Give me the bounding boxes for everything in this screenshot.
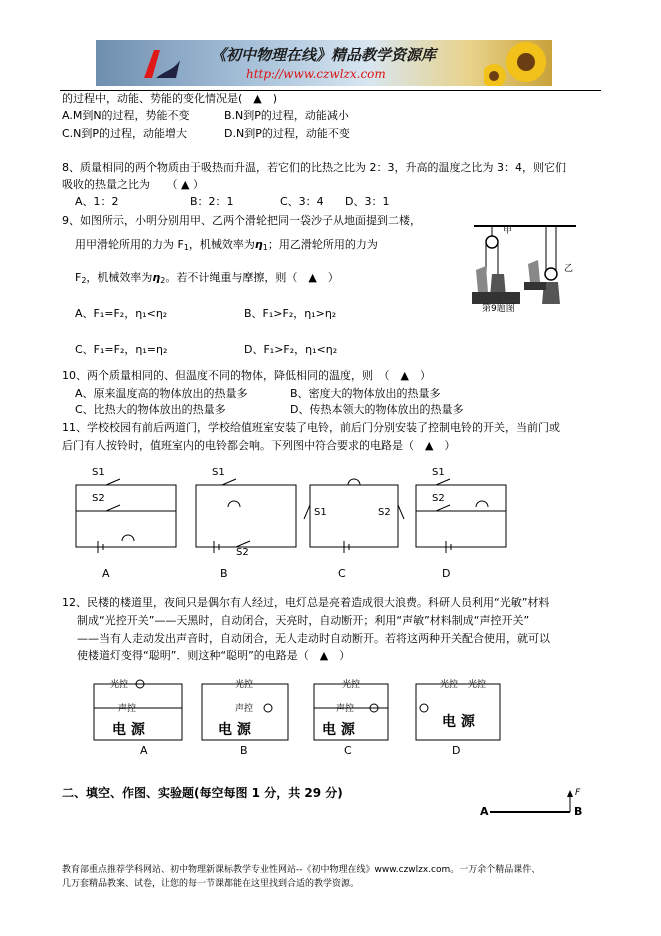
- q8-line1: 8、质量相同的两个物质由于吸热而升温，若它们的比热之比为 2：3，升高的温度之比为 3：4，则它们: [62, 161, 566, 174]
- lever-figure: [478, 788, 588, 824]
- q12-d-light-2: 光控: [468, 680, 487, 690]
- q12-b-light: 光控: [235, 680, 254, 690]
- q9-option-d: D、F₁>F₂，η₁<η₂: [244, 343, 338, 356]
- lever-label-b: B: [574, 805, 583, 818]
- q12-label-d: D: [452, 744, 461, 757]
- q11-c-s1: S1: [314, 507, 327, 518]
- q11-a-s2: S2: [92, 493, 105, 504]
- q12-line1: 12、民楼的楼道里，夜间只是偶尔有人经过，电灯总是亮着造成很大浪费。科研人员利用“光敏”材料: [62, 596, 550, 609]
- lever-label-a: A: [480, 805, 489, 818]
- q10-option-c: C、比热大的物体放出的热量多: [75, 403, 226, 416]
- q8-option-d: D、3：1: [345, 195, 390, 208]
- q11-circuits: [70, 463, 570, 583]
- q8-option-b: B：2：1: [190, 195, 234, 208]
- section2-title: 二、填空、作图、实验题(每空每图 1 分，共 29 分): [62, 786, 343, 800]
- q9-figure-caption: 第9题图: [482, 304, 515, 314]
- q7-option-c: C.N到P的过程，动能增大: [62, 127, 188, 140]
- q11-line1: 11、学校校园有前后两道门，学校给值班室安装了电铃，前后门分别安装了控制电铃的开关，当前门或: [62, 421, 560, 434]
- q9-label-yi: 乙: [564, 264, 574, 274]
- header-rule: [60, 90, 601, 91]
- q7-option-a: A.M到N的过程，势能不变: [62, 109, 190, 122]
- q7-option-d: D.N到P的过程，动能不变: [224, 127, 350, 140]
- site-logo-icon: [126, 40, 186, 86]
- q8-option-c: C、3：4: [280, 195, 324, 208]
- q8-option-a: A、1：2: [75, 195, 119, 208]
- lever-label-f: F: [575, 788, 581, 798]
- q12-d-source: 电 源: [442, 714, 475, 730]
- q11-d-s1: S1: [432, 467, 445, 478]
- banner-title: 《初中物理在线》精品教学资源库: [211, 46, 437, 64]
- footer-line1: 教育部重点推荐学科网站、初中物理新课标教学专业性网站--《初中物理在线》www.czwlzx.com。一万余个精品课件、: [62, 865, 541, 875]
- q11-a-s1: S1: [92, 467, 105, 478]
- q10-stem: 10、两个质量相同的、但温度不同的物体，降低相同的温度，则 （ ▲ ）: [62, 369, 431, 382]
- q9-line3: $F_2$，机械效率为$\eta_2$。若不计绳重与摩擦，则（ ▲ ）: [75, 271, 339, 285]
- q12-circuits: [90, 674, 510, 764]
- q7-option-b: B.N到P的过程，动能减小: [224, 109, 349, 122]
- q7-stem: 的过程中，动能、势能的变化情况是( ▲ ): [62, 92, 278, 105]
- q9-line2: 用甲滑轮所用的力为 $F_1$，机械效率为$\eta_1$；用乙滑轮所用的力为: [75, 238, 378, 252]
- q12-label-c: C: [344, 744, 352, 757]
- q12-d-light-1: 光控: [440, 680, 459, 690]
- sunflower-icon: [484, 40, 552, 86]
- header-banner: [96, 40, 552, 86]
- q12-a-sound: 声控: [118, 704, 137, 714]
- q11-c-s2: S2: [378, 507, 391, 518]
- q12-b-sound: 声控: [235, 704, 254, 714]
- q11-b-s1: S1: [212, 467, 225, 478]
- q12-c-source: 电 源: [322, 722, 355, 738]
- q9-option-a: A、F₁=F₂，η₁<η₂: [75, 307, 168, 320]
- q12-c-sound: 声控: [336, 704, 355, 714]
- q11-line2: 后门有人按铃时，值班室内的电铃都会响。下列图中符合要求的电路是（ ▲ ）: [62, 439, 456, 452]
- q9-option-c: C、F₁=F₂，η₁=η₂: [75, 343, 168, 356]
- q12-label-b: B: [240, 744, 248, 757]
- q11-d-s2: S2: [432, 493, 445, 504]
- q11-label-b: B: [220, 567, 228, 580]
- q8-line2: 吸收的热量之比为 （ ▲ ）: [62, 178, 204, 191]
- q10-option-a: A、原来温度高的物体放出的热量多: [75, 387, 248, 400]
- q11-label-d: D: [442, 567, 451, 580]
- q9-option-b: B、F₁>F₂，η₁>η₂: [244, 307, 337, 320]
- footer-line2: 几万套精品教案、试卷，让您的每一节课都能在这里找到合适的教学资源。: [62, 879, 360, 889]
- q12-b-source: 电 源: [218, 722, 251, 738]
- q10-option-b: B、密度大的物体放出的热量多: [290, 387, 441, 400]
- q12-line4: 使楼道灯变得“聪明”．则这种“聪明”的电路是（ ▲ ）: [77, 649, 351, 662]
- q10-option-d: D、传热本领大的物体放出的热量多: [290, 403, 464, 416]
- q12-label-a: A: [140, 744, 148, 757]
- banner-url: http://www.czwlzx.com: [246, 67, 386, 81]
- q12-line3: ——当有人走动发出声音时，自动闭合，无人走动时自动断开。若将这两种开关配合使用，就可以: [77, 632, 550, 645]
- q12-c-light: 光控: [342, 680, 361, 690]
- q11-label-c: C: [338, 567, 346, 580]
- q9-label-jia: 甲: [503, 226, 513, 236]
- q9-line1: 9、如图所示，小明分别用甲、乙两个滑轮把同一袋沙子从地面提到二楼，: [62, 214, 421, 227]
- q12-line2: 制成“光控开关”——天黑时，自动闭合，天亮时，自动断开；利用“声敏”材料制成“声控开关”: [77, 614, 530, 627]
- q9-pulley-figure: [470, 222, 580, 317]
- q12-a-source: 电 源: [112, 722, 145, 738]
- q11-label-a: A: [102, 567, 110, 580]
- q11-b-s2: S2: [236, 547, 249, 558]
- q12-a-light: 光控: [110, 680, 129, 690]
